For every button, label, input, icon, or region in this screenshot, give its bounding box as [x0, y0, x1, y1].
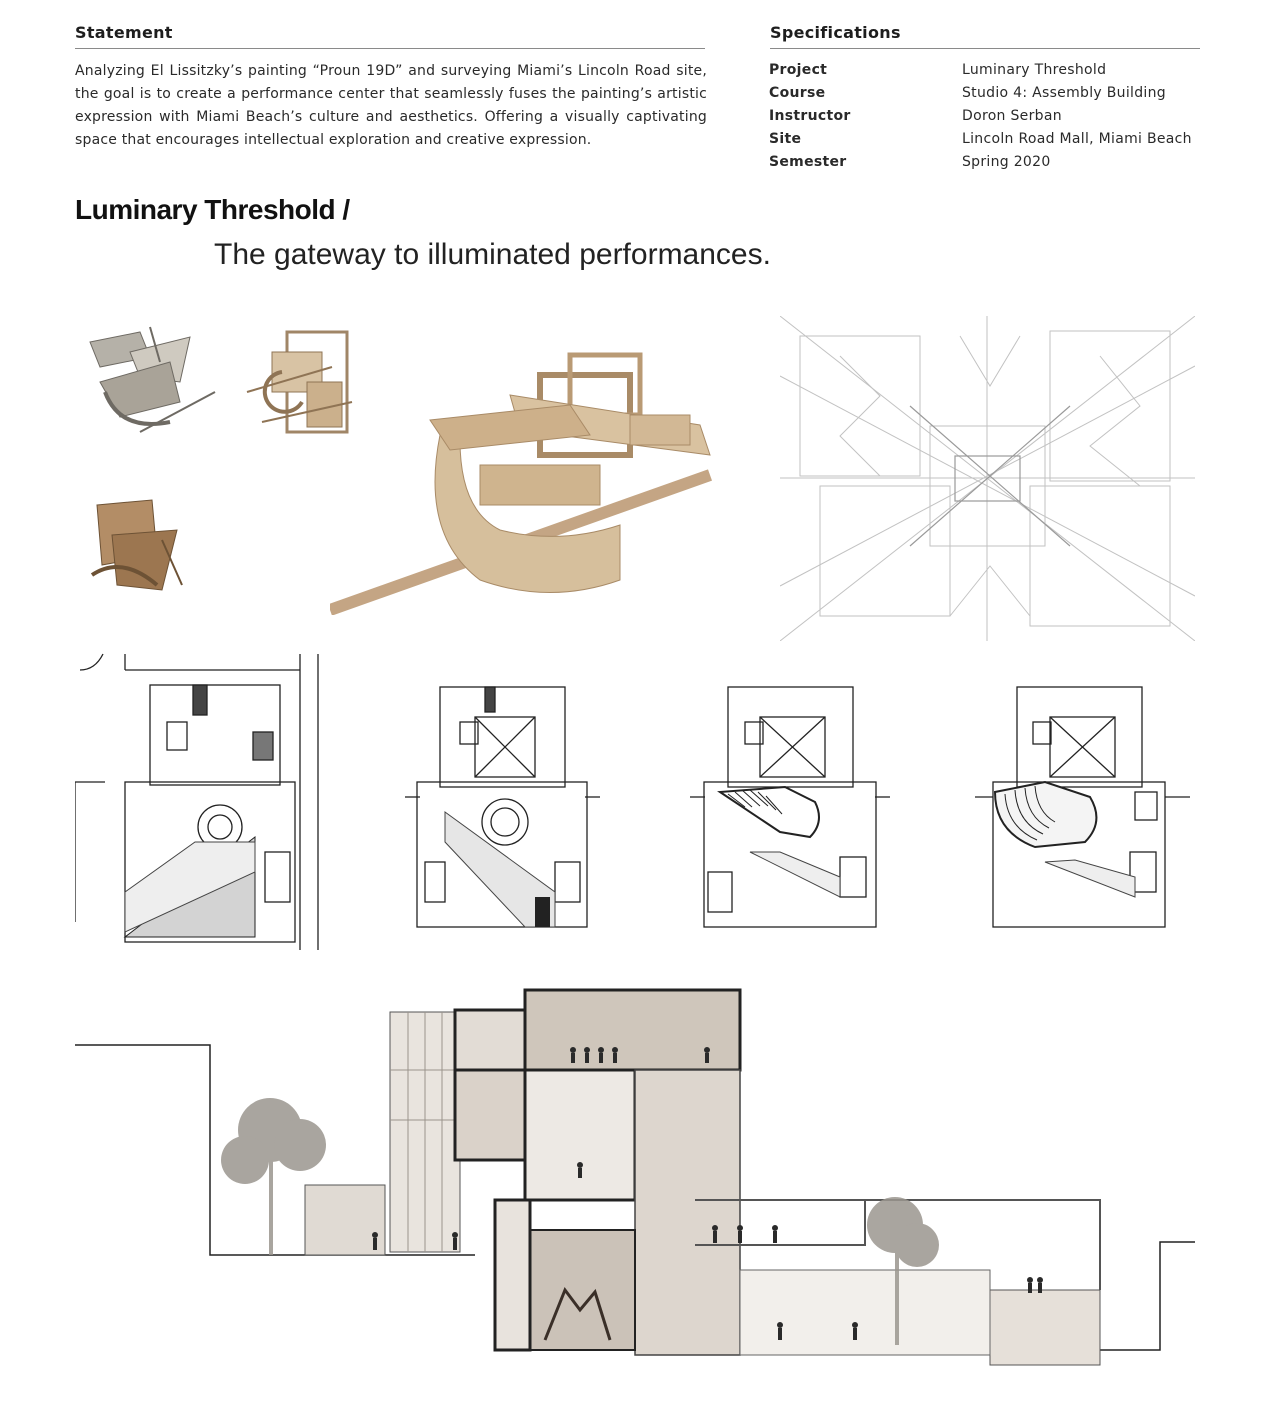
floor-plan-level-2 [690, 682, 890, 932]
floor-plan-level-1 [405, 682, 600, 932]
specifications-heading: Specifications [770, 23, 901, 42]
spec-value-course: Studio 4: Assembly Building [962, 85, 1166, 101]
project-title: Luminary Threshold / [75, 194, 350, 225]
statement-divider [75, 48, 705, 49]
spec-value-semester: Spring 2020 [962, 154, 1051, 170]
spec-value-project: Luminary Threshold [962, 62, 1107, 78]
statement-text: Analyzing El Lissitzky’s painting “Proun 19D” and surveying Miami’s Lincoln Road site, the goal is to create a performance center that seamlessly fuses the painting’s artistic expression with Miami Beach’s culture and aesthetics. Offering a visually captivating space that encourages intellectual exploration and creative expression. [75, 63, 707, 148]
spec-value-site: Lincoln Road Mall, Miami Beach [962, 131, 1192, 147]
proun-line-drawing [780, 316, 1195, 641]
spec-label-project: Project [769, 62, 828, 78]
spec-label-instructor: Instructor [769, 108, 851, 124]
spec-label-site: Site [769, 131, 802, 147]
spec-value-instructor: Doron Serban [962, 108, 1062, 124]
statement-heading: Statement [75, 23, 173, 42]
physical-model [330, 345, 750, 615]
study-model-3 [82, 495, 192, 605]
specifications-divider [770, 48, 1200, 49]
building-section [75, 970, 1200, 1390]
site-plan [75, 652, 325, 952]
study-model-1 [80, 322, 220, 447]
project-tagline: The gateway to illuminated performances. [214, 238, 771, 271]
floor-plan-level-3 [975, 682, 1190, 932]
spec-label-semester: Semester [769, 154, 847, 170]
spec-label-course: Course [769, 85, 826, 101]
